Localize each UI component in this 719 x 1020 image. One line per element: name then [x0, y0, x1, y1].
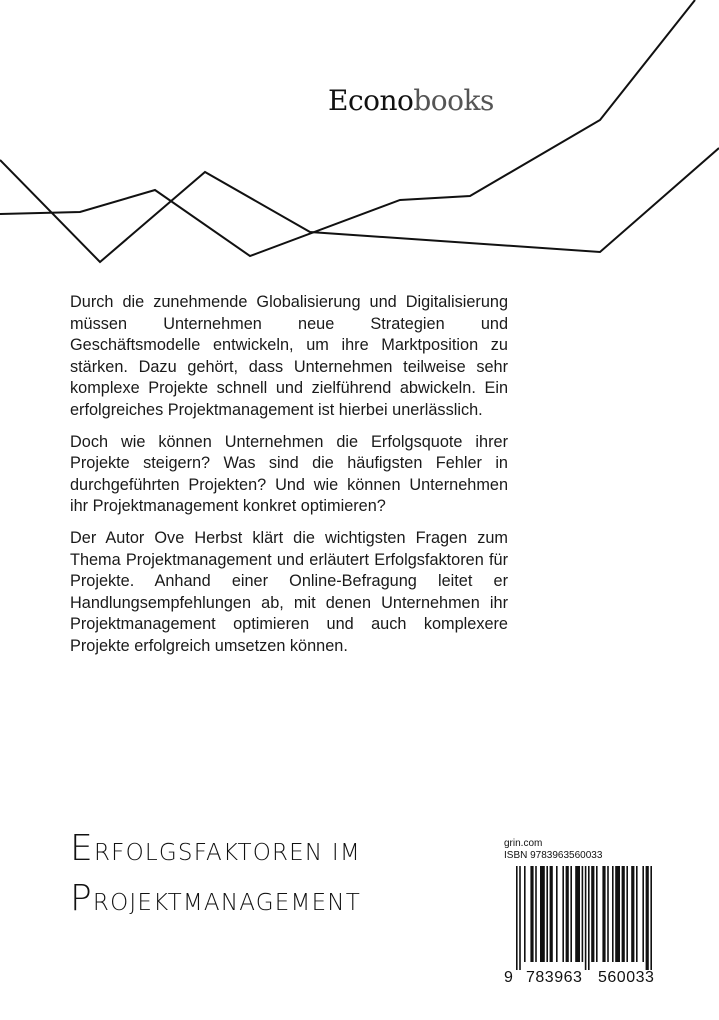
barcode-bar — [575, 866, 580, 962]
barcode-bar — [550, 866, 553, 962]
barcode-bar — [626, 866, 628, 962]
publisher-logo-light: books — [413, 84, 494, 117]
description-paragraph: Durch die zunehmende Globalisierung und Digitalisierung müssen Unternehmen neue Strategien und Geschäftsmodelle entwickeln, um ihre Marktposition zu stärken. Dazu gehört, dass Unternehmen teilweise sehr komplexe Projekte schnell und zielführend abwickeln. Ein erfolgreiches Projektmanagement ist hierbei unerlässlich. — [70, 293, 508, 419]
barcode-bar — [519, 866, 521, 970]
line-graph-a — [0, 148, 719, 262]
barcode-bar — [566, 866, 569, 962]
barcode-bar — [562, 866, 564, 962]
barcode-bars — [516, 866, 652, 970]
book-title-line-1: ERFOLGSFAKTOREN IM — [70, 828, 361, 869]
barcode-bar — [585, 866, 587, 970]
barcode-digit-lead: 9 — [504, 969, 514, 986]
isbn-text: ISBN 9783963560033 — [504, 850, 603, 861]
barcode-bar — [615, 866, 620, 962]
barcode-block — [504, 838, 676, 986]
barcode — [504, 866, 676, 986]
barcode-bar — [588, 866, 590, 970]
decorative-line-graphic — [0, 0, 719, 300]
barcode-bar — [650, 866, 652, 970]
book-description — [70, 292, 508, 668]
barcode-bar — [642, 866, 644, 962]
barcode-bar — [524, 866, 526, 962]
description-paragraph: Doch wie können Unternehmen die Erfolgsquote ihrer Projekte steigern? Was sind die häufigsten Fehler in durchgeführten Projekten? Und wie können Unternehmen ihr Projektmanagement konkret optimieren? — [70, 432, 508, 516]
barcode-bar — [612, 866, 614, 962]
barcode-bar — [540, 866, 545, 962]
publisher-logo — [328, 84, 494, 117]
barcode-bar — [546, 866, 548, 962]
barcode-digits-left: 783963 — [526, 969, 583, 986]
barcode-bar — [516, 866, 518, 970]
barcode-bar — [622, 866, 625, 962]
barcode-bar — [596, 866, 598, 962]
barcode-bar — [530, 866, 533, 962]
barcode-bar — [582, 866, 584, 962]
barcode-bar — [570, 866, 572, 962]
line-graph-b — [0, 0, 695, 256]
barcode-bar — [602, 866, 605, 962]
barcode-bar — [631, 866, 634, 962]
publisher-logo-strong: Econo — [328, 84, 414, 117]
description-paragraph: Der Autor Ove Herbst klärt die wichtigsten Fragen zum Thema Projektmanagement und erläutert Erfolgsfaktoren für Projekte. Anhand einer Online-Befragung leitet er Handlungsempfehlungen ab, mit denen Unternehmen ihr Projektmanagement optimieren und auch komplexere Projekte erfolgreich umsetzen können. — [70, 528, 508, 655]
book-title-line-2: PROJEKTMANAGEMENT — [70, 878, 361, 919]
barcode-bar — [607, 866, 609, 962]
barcode-bar — [556, 866, 558, 962]
barcode-bar — [535, 866, 537, 962]
website-text: grin.com — [504, 838, 543, 849]
barcode-digits-right: 560033 — [598, 969, 655, 986]
book-title — [70, 826, 361, 926]
barcode-bar — [591, 866, 594, 962]
barcode-bar — [636, 866, 638, 962]
barcode-bar — [646, 866, 649, 970]
